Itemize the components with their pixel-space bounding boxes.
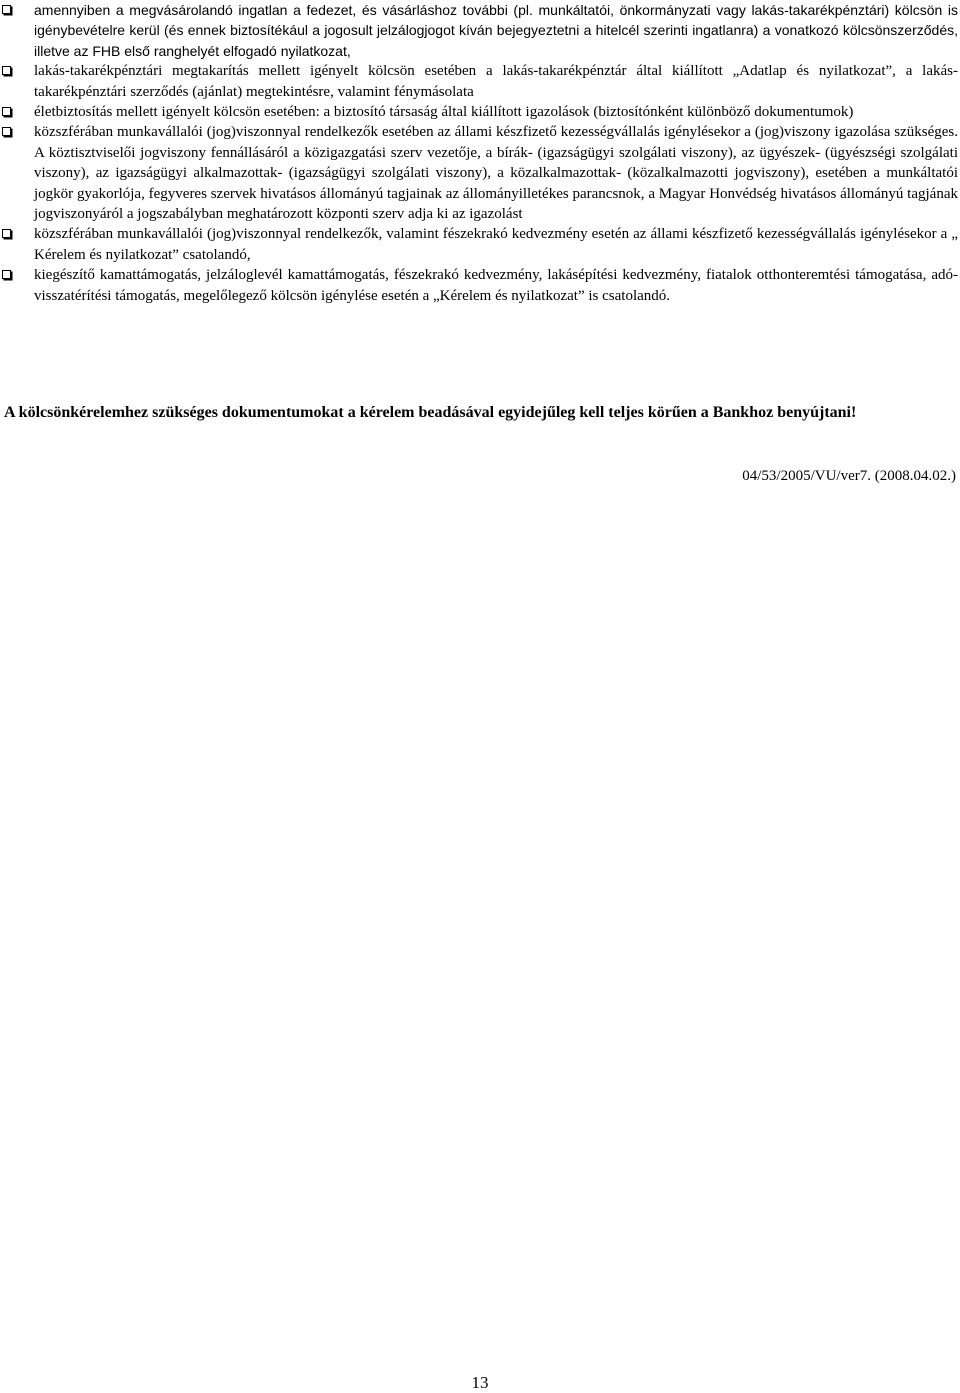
submission-notice: A kölcsönkérelemhez szükséges dokumentumokat a kérelem beadásával egyidejűleg kell teljes körűen a Bankhoz benyújtani! (4, 404, 857, 421)
checkbox-bullet-icon (2, 127, 11, 136)
list-item-text: amennyiben a megvásárolandó ingatlan a fedezet, és vásárláshoz további (pl. munkáltatói, önkormányzati vagy lakás-takarékpénztári) kölcsön is igénybevételre kerül (és ennek biztosítékául a jogosult jelzálogjogot kíván bejegyeztetni a hitelcél szerinti ingatlanra) a vonatkozó kölcsönszerződés, illetve az FHB első ranghelyét elfogadó nyilatkozat, (34, 2, 958, 59)
checkbox-bullet-icon (2, 5, 11, 14)
document-reference: 04/53/2005/VU/ver7. (2008.04.02.) (742, 468, 956, 484)
list-item (0, 61, 958, 102)
checkbox-bullet-icon (2, 66, 11, 75)
list-item-text: közszférában munkavállalói (jog)viszonnyal rendelkezők, valamint fészekrakó kedvezmény esetén az állami készfizető kezességvállalás igénylésekor a „ Kérelem és nyilatkozat” csatolandó, (34, 226, 958, 263)
list-item (0, 0, 958, 61)
checkbox-bullet-icon (2, 107, 11, 116)
list-item (0, 102, 958, 122)
checkbox-bullet-icon (2, 229, 11, 238)
page-number: 13 (471, 1373, 489, 1392)
list-item-text: kiegészítő kamattámogatás, jelzáloglevél kamattámogatás, fészekrakó kedvezmény, lakásépítési kedvezmény, fiatalok otthonteremtési támogatása, adó-visszatérítési támogatás, megelőlegező kölcsön igénylése esetén a „Kérelem és nyilatkozat” is csatolandó. (34, 267, 958, 304)
required-documents-checklist (0, 0, 958, 306)
list-item (0, 122, 958, 224)
list-item (0, 265, 958, 306)
list-item-text: közszférában munkavállalói (jog)viszonnyal rendelkezők esetében az állami készfizető kezességvállalás igénylésekor a (jog)viszony igazolása szükséges. A köztisztviselői jogviszony fennállásáról a közigazgatási szerv vezetője, a bírák- (igazságügyi szolgálati viszony), az ügyészek- (ügyészségi szolgálati viszony), az igazságügyi alkalmazottak- (igazságügyi szolgálati viszony), a közalkalmazottak- (közalkalmazotti jogviszony), esetében a munkáltatói jogkör gyakorlója, fegyveres szervek hivatásos állományú tagjainak az állományilletékes parancsnok, a Magyar Honvédség hivatásos állományú tagjának jogviszonyáról a jogszabályban meghatározott központi szerv adja ki az igazolást (34, 124, 958, 223)
list-item-text: életbiztosítás mellett igényelt kölcsön esetében: a biztosító társaság által kiállított igazolások (biztosítónként különböző dokumentumok) (34, 104, 854, 121)
checkbox-bullet-icon (2, 270, 11, 279)
list-item-text: lakás-takarékpénztári megtakarítás mellett igényelt kölcsön esetében a lakás-takarékpénztár által kiállított „Adatlap és nyilatkozat”, a lakás-takarékpénztári szerződés (ajánlat) megtekintésre, valamint fénymásolata (34, 63, 958, 100)
list-item (0, 224, 958, 265)
